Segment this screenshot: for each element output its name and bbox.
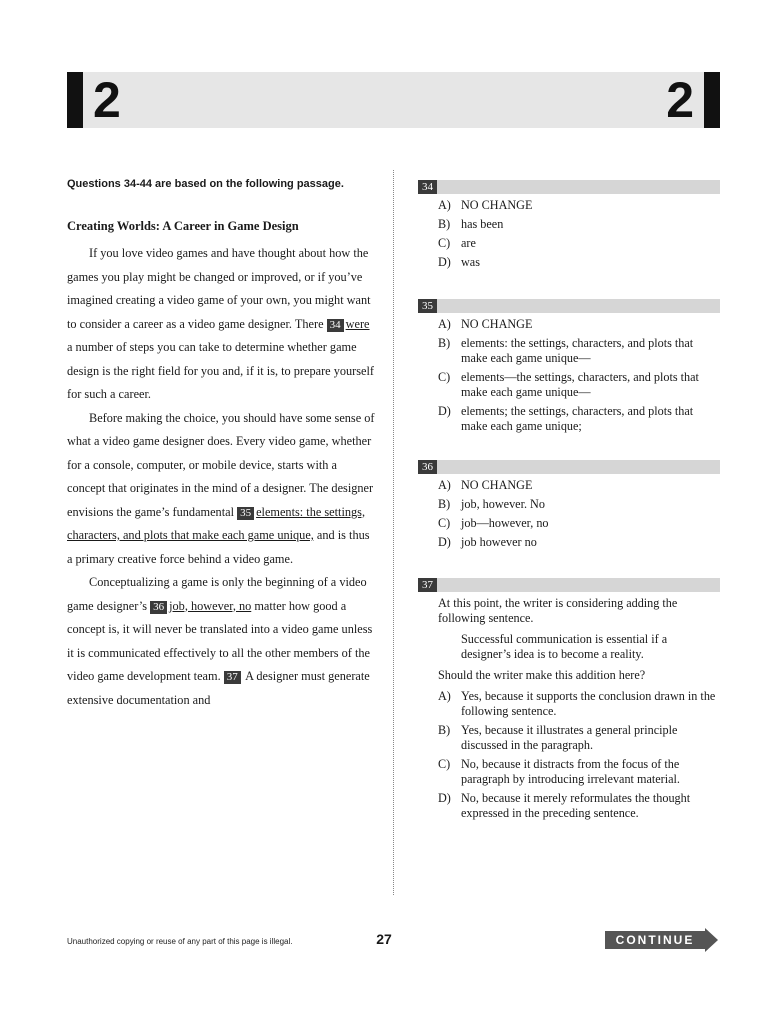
option-text: No, because it merely reformulates the thought expressed in the preceding sentence. <box>461 791 691 820</box>
option-letter: B) <box>438 217 451 231</box>
option-letter: A) <box>438 689 451 703</box>
answer-option-d[interactable] <box>438 255 720 270</box>
question-36 <box>418 460 720 554</box>
option-letter: A) <box>438 198 451 212</box>
underlined-text-35: elements: the settings, characters, and plots that make each game unique, <box>67 504 366 542</box>
option-text: Yes, because it supports the conclusion drawn in the following sentence. <box>461 689 716 718</box>
question-stem: At this point, the writer is considering adding the following sentence. <box>438 596 678 625</box>
question-marker-36[interactable]: 36 <box>150 601 167 614</box>
answer-option-a[interactable] <box>438 478 720 493</box>
passage-paragraph-3 <box>67 571 377 712</box>
option-letter: B) <box>438 723 451 737</box>
option-letter: C) <box>438 516 451 530</box>
option-text: NO CHANGE <box>461 198 533 212</box>
column-divider <box>393 170 394 895</box>
answer-option-b[interactable] <box>438 497 720 512</box>
question-37 <box>418 578 720 825</box>
passage-text: and is thus a primary creative force behind a video game. <box>67 528 370 566</box>
option-text: No, because it distracts from the focus of the paragraph by introducing irrelevant material. <box>461 757 680 786</box>
option-letter: C) <box>438 236 451 250</box>
answer-option-c[interactable] <box>438 370 720 400</box>
passage-paragraph-2 <box>67 407 377 572</box>
answer-option-c[interactable] <box>438 516 720 531</box>
option-letter: D) <box>438 255 451 269</box>
answer-option-d[interactable] <box>438 404 720 434</box>
option-letter: B) <box>438 336 451 350</box>
passage-paragraph-1 <box>67 242 377 407</box>
option-text: job—however, no <box>461 516 549 530</box>
option-letter: C) <box>438 757 451 771</box>
answer-option-a[interactable] <box>438 689 720 719</box>
option-text: job, however. No <box>461 497 545 511</box>
option-text: are <box>461 236 476 250</box>
question-header <box>418 460 720 474</box>
passage-text: matter how good a concept is, it will never be translated into a video game unless it is communicated effectively to all the other members of the video game development team. <box>67 598 373 683</box>
passage-intro: Questions 34-44 are based on the following passage. <box>67 178 344 190</box>
underlined-text-34: were <box>345 316 370 331</box>
option-text: was <box>461 255 480 269</box>
passage-column <box>67 176 377 712</box>
option-text: has been <box>461 217 504 231</box>
question-header <box>418 578 720 592</box>
answer-option-b[interactable] <box>438 336 720 366</box>
option-letter: D) <box>438 404 451 418</box>
question-34 <box>418 180 720 274</box>
continue-label: CONTINUE <box>615 933 695 947</box>
answer-option-d[interactable] <box>438 535 720 550</box>
option-text: NO CHANGE <box>461 478 533 492</box>
arrow-right-icon <box>705 928 718 952</box>
option-letter: A) <box>438 317 451 331</box>
section-number-right: 2 <box>666 72 694 128</box>
answer-option-b[interactable] <box>438 217 720 232</box>
option-text: elements—the settings, characters, and plots that make each game unique— <box>461 370 699 399</box>
header-bar-left <box>67 72 83 128</box>
header-bar-right <box>704 72 720 128</box>
option-text: NO CHANGE <box>461 317 533 331</box>
question-number: 34 <box>418 180 437 194</box>
option-letter: D) <box>438 535 451 549</box>
option-letter: C) <box>438 370 451 384</box>
passage-title: Creating Worlds: A Career in Game Design <box>67 219 299 233</box>
answer-option-a[interactable] <box>438 198 720 213</box>
passage-text: If you love video games and have thought about how the games you play might be changed or improved, or if you’ve imagined creating a video game of your own, you might want to consider a career as a video game designer. There <box>67 246 371 331</box>
question-marker-34[interactable]: 34 <box>327 319 344 332</box>
option-text: Yes, because it illustrates a general principle discussed in the paragraph. <box>461 723 678 752</box>
page-number: 27 <box>376 931 392 947</box>
question-35 <box>418 299 720 438</box>
answer-option-c[interactable] <box>438 757 720 787</box>
passage-text: A designer must generate extensive documentation and <box>67 669 370 707</box>
answer-option-c[interactable] <box>438 236 720 251</box>
question-prompt: Should the writer make this addition here? <box>438 668 646 682</box>
option-text: elements: the settings, characters, and plots that make each game unique— <box>461 336 694 365</box>
question-header <box>418 180 720 194</box>
question-marker-35[interactable]: 35 <box>237 507 254 520</box>
proposed-sentence: Successful communication is essential if a designer’s idea is to become a reality. <box>461 632 668 661</box>
underlined-text-36: job, however, no <box>169 598 252 613</box>
section-header <box>67 72 720 128</box>
answer-option-a[interactable] <box>438 317 720 332</box>
passage-text: Conceptualizing a game is only the beginning of a video game designer’s <box>67 575 367 613</box>
passage-text: a number of steps you can take to determine whether game design is the right field for you and, if it is, to prepare yourself for such a career. <box>67 340 375 401</box>
option-text: elements; the settings, characters, and plots that make each game unique; <box>461 404 694 433</box>
question-header <box>418 299 720 313</box>
option-letter: A) <box>438 478 451 492</box>
answer-option-b[interactable] <box>438 723 720 753</box>
question-number: 36 <box>418 460 437 474</box>
question-number: 35 <box>418 299 437 313</box>
question-marker-37[interactable]: 37 <box>224 671 241 684</box>
option-text: job however no <box>461 535 537 549</box>
option-letter: D) <box>438 791 451 805</box>
copyright-notice: Unauthorized copying or reuse of any part of this page is illegal. <box>67 937 293 946</box>
continue-button[interactable] <box>605 928 718 952</box>
option-letter: B) <box>438 497 451 511</box>
section-number-left: 2 <box>93 72 121 128</box>
answer-option-d[interactable] <box>438 791 720 821</box>
passage-text: Before making the choice, you should have some sense of what a video game designer does. Every video game, whether for a console, computer, or mobile device, starts with a concept that originates in the mind of a designer. The designer envisions the game’s fundamental <box>67 410 375 519</box>
question-number: 37 <box>418 578 437 592</box>
